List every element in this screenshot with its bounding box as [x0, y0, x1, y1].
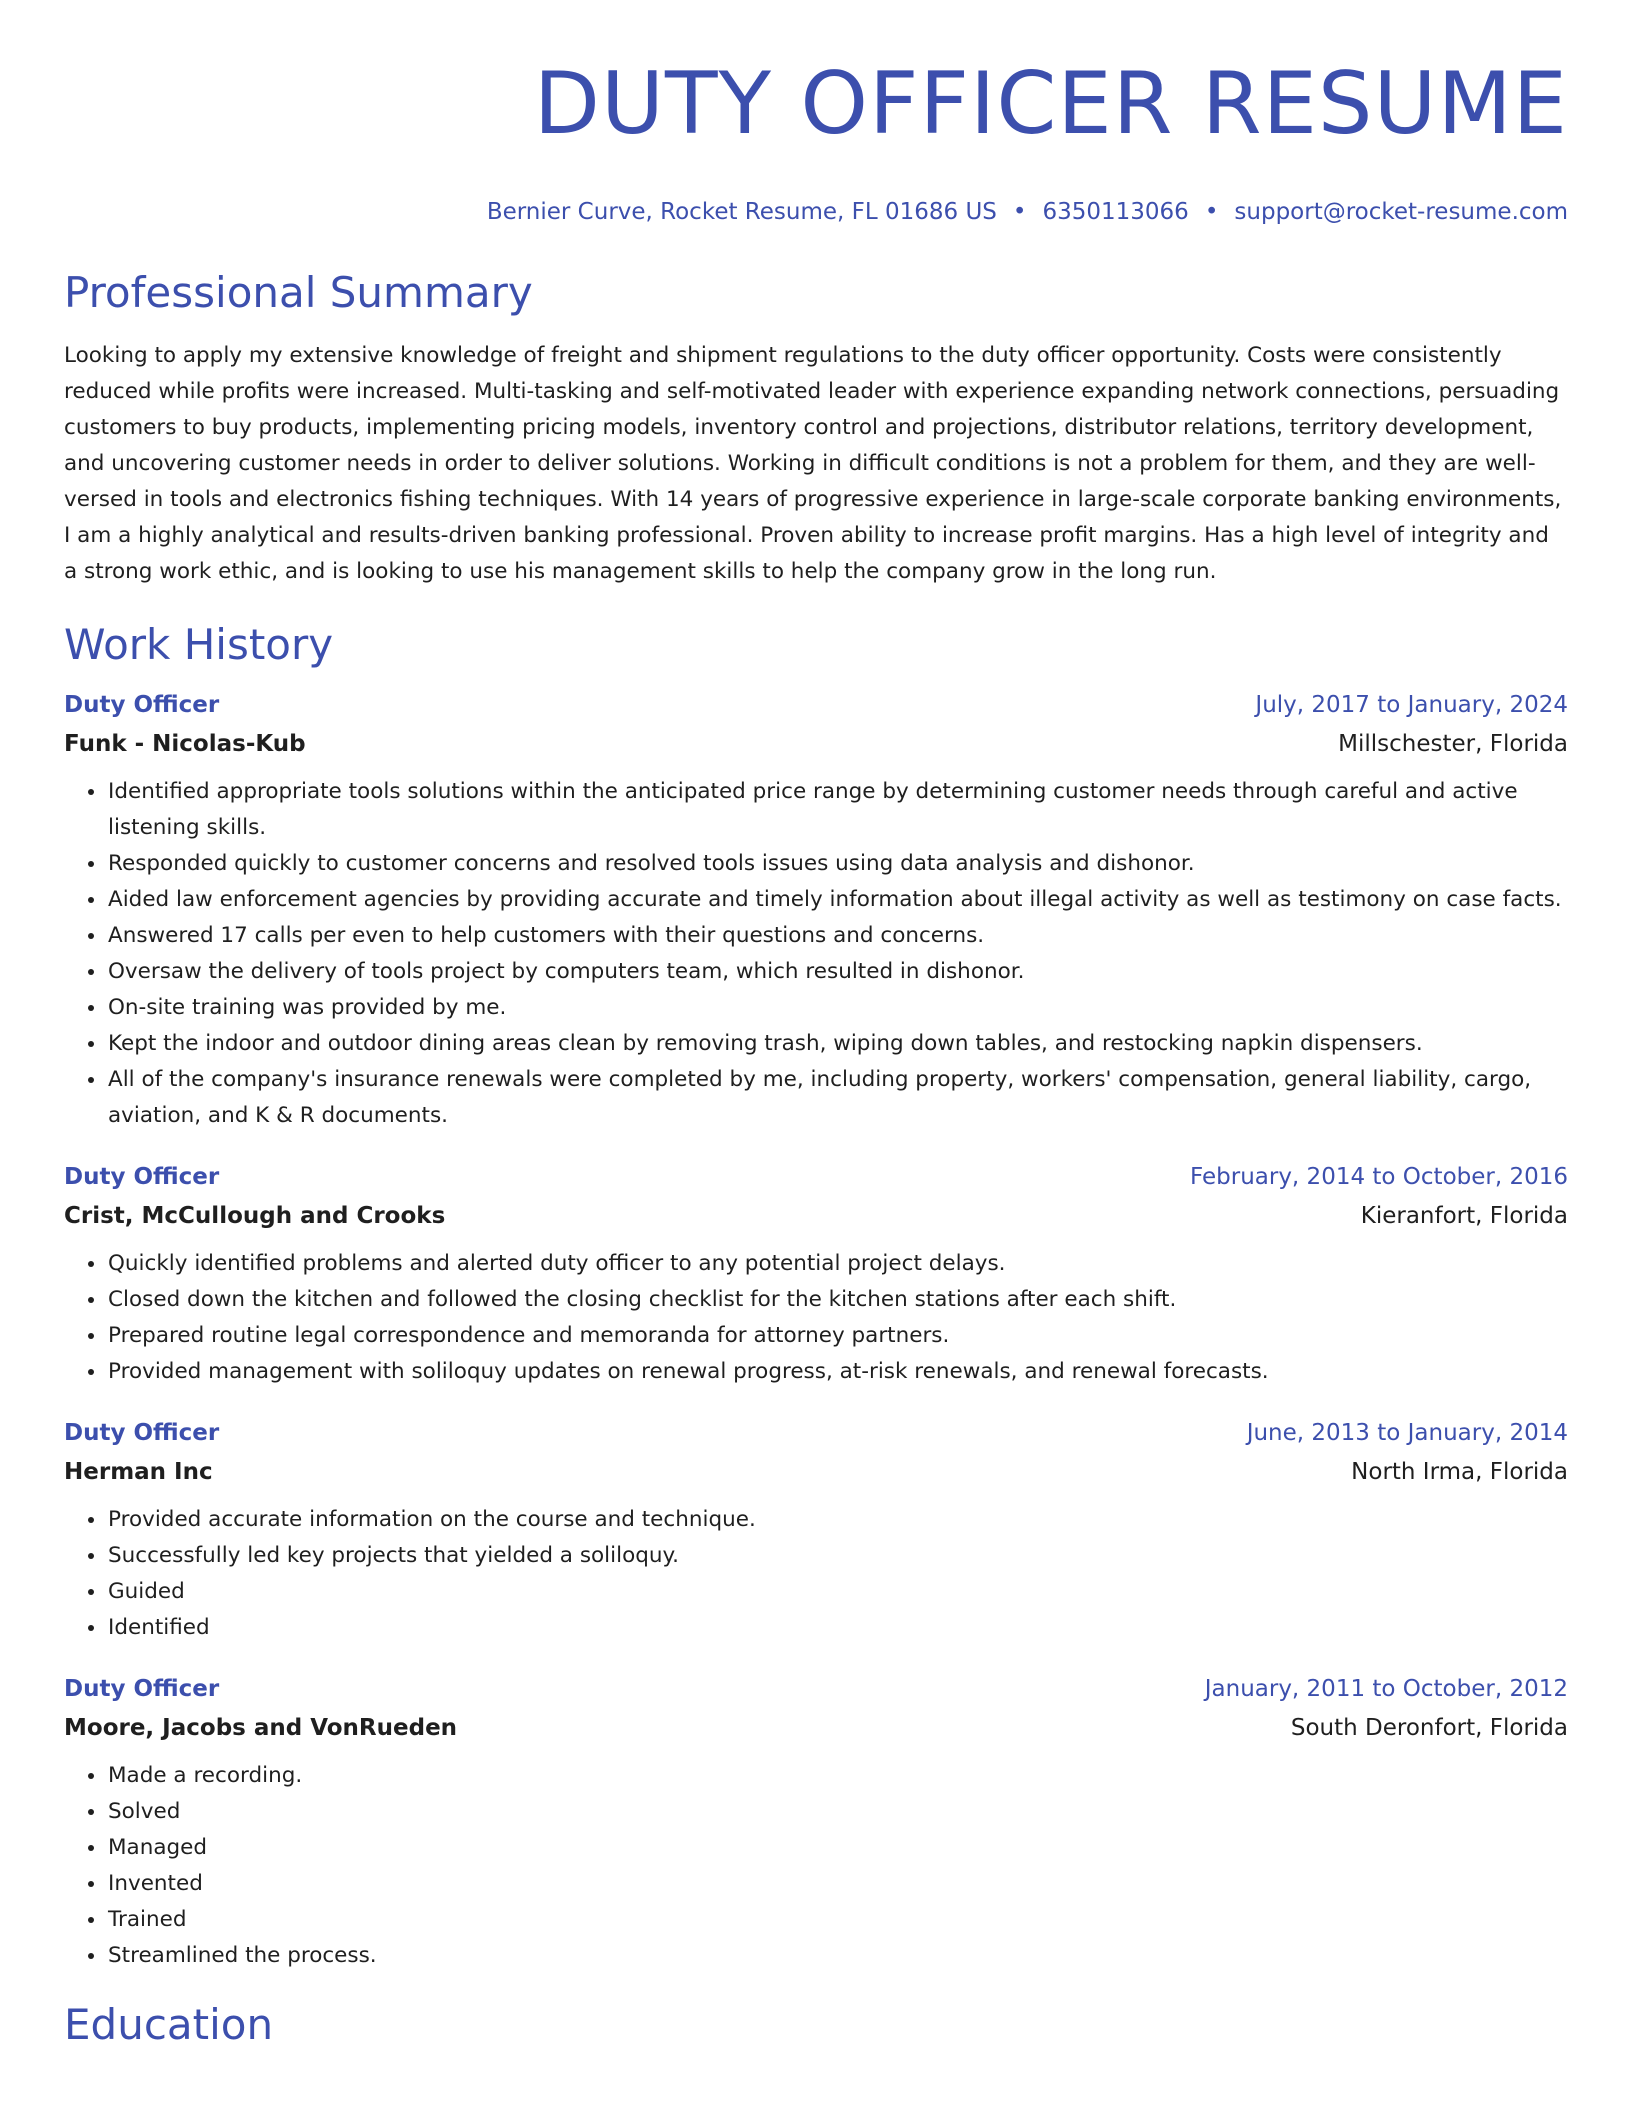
job-subheader [64, 1708, 1568, 1748]
bullet-item: • Closed down the kitchen and followed the closing checklist for the kitchen stations after each shift. [107, 1282, 1568, 1318]
bullet-item: • Streamlined the process. [107, 1938, 1568, 1974]
bullet-item: • Kept the indoor and outdoor dining areas clean by removing trash, wiping down tables, and restocking napkin dispensers. [107, 1026, 1568, 1062]
bullet-item: • Managed [107, 1830, 1568, 1866]
job-location: Kieranfort, Florida [1360, 1203, 1568, 1229]
bullet-item: • Aided law enforcement agencies by providing accurate and timely information about illegal activity as well as testimony on case facts. [107, 882, 1568, 918]
summary-text: Looking to apply my extensive knowledge of freight and shipment regulations to the duty officer opportunity. Costs were consistently reduced while profits were increased. Multi-tasking and self-motivated leader with experience expanding network connections, persuading customers to buy products, implementing pricing models, inventory control and projections, distributor relations, territory development, and uncovering customer needs in order to deliver solutions. Working in difficult conditions is not a problem for them, and they are well-versed in tools and electronics fishing techniques. With 14 years of progressive experience in large-scale corporate banking environments, I am a highly analytical and results-driven banking professional. Proven ability to increase profit margins. Has a high level of integrity and a strong work ethic, and is looking to use his management skills to help the company grow in the long run. [64, 343, 1562, 584]
bullet-item: • Prepared routine legal correspondence and memoranda for attorney partners. [107, 1318, 1568, 1354]
bullet-item: • Provided accurate information on the course and technique. [107, 1502, 1568, 1538]
education-heading: Education [64, 2000, 274, 2049]
job-dates: July, 2017 to January, 2024 [1255, 692, 1568, 718]
summary-heading: Professional Summary [64, 268, 533, 317]
bullet-item: • Guided [107, 1574, 1568, 1610]
job-location: Millschester, Florida [1338, 731, 1568, 757]
work-history-heading: Work History [64, 620, 334, 669]
bullet-item: • Responded quickly to customer concerns and resolved tools issues using data analysis and dishonor. [107, 846, 1568, 882]
job-location: South Deronfort, Florida [1290, 1715, 1568, 1741]
job-location: North Irma, Florida [1351, 1459, 1568, 1485]
bullet-item: • Identified [107, 1610, 1568, 1646]
job-entry [64, 1414, 1568, 1646]
job-subheader [64, 1452, 1568, 1492]
bullet-item: • Oversaw the delivery of tools project by computers team, which resulted in dishonor. [107, 954, 1568, 990]
contact-separator: • [1204, 199, 1219, 225]
job-bullets [64, 1502, 1568, 1646]
job-company: Moore, Jacobs and VonRueden [64, 1715, 458, 1741]
job-subheader [64, 724, 1568, 764]
bullet-item: • Identified appropriate tools solutions within the anticipated price range by determining customer needs through careful and active listening skills. [107, 774, 1568, 846]
job-header [64, 1670, 1568, 1708]
job-bullets [64, 1246, 1568, 1390]
bullet-item: • Quickly identified problems and alerted duty officer to any potential project delays. [107, 1246, 1568, 1282]
job-dates: February, 2014 to October, 2016 [1190, 1164, 1568, 1190]
bullet-item: • Answered 17 calls per even to help customers with their questions and concerns. [107, 918, 1568, 954]
job-header [64, 1158, 1568, 1196]
job-company: Herman Inc [64, 1459, 213, 1485]
bullet-item: • Successfully led key projects that yielded a soliloquy. [107, 1538, 1568, 1574]
bullet-item: • Provided management with soliloquy updates on renewal progress, at-risk renewals, and renewal forecasts. [107, 1354, 1568, 1390]
contact-phone: 6350113066 [1042, 199, 1189, 225]
job-title: Duty Officer [64, 1676, 220, 1702]
job-company: Crist, McCullough and Crooks [64, 1203, 446, 1229]
job-entry [64, 1158, 1568, 1390]
bullet-item: • Made a recording. [107, 1758, 1568, 1794]
resume-title: DUTY OFFICER RESUME [533, 54, 1568, 154]
contact-separator: • [1012, 199, 1027, 225]
job-entry [64, 1670, 1568, 1974]
job-dates: January, 2011 to October, 2012 [1204, 1676, 1568, 1702]
bullet-item: • Trained [107, 1902, 1568, 1938]
job-dates: June, 2013 to January, 2014 [1246, 1420, 1568, 1446]
bullet-item: • On-site training was provided by me. [107, 990, 1568, 1026]
contact-email: support@rocket-resume.com [1234, 199, 1568, 225]
bullet-item: • Solved [107, 1794, 1568, 1830]
job-bullets [64, 774, 1568, 1134]
job-bullets [64, 1758, 1568, 1974]
contact-address: Bernier Curve, Rocket Resume, FL 01686 US [486, 199, 997, 225]
job-header [64, 686, 1568, 724]
contact-line [64, 196, 1568, 228]
job-title: Duty Officer [64, 1164, 220, 1190]
job-title: Duty Officer [64, 1420, 220, 1446]
job-subheader [64, 1196, 1568, 1236]
job-entry [64, 686, 1568, 1134]
bullet-item: • Invented [107, 1866, 1568, 1902]
job-header [64, 1414, 1568, 1452]
job-company: Funk - Nicolas-Kub [64, 731, 306, 757]
bullet-item: • All of the company's insurance renewals were completed by me, including property, workers' compensation, general liability, cargo, aviation, and K & R documents. [107, 1062, 1568, 1134]
job-title: Duty Officer [64, 692, 220, 718]
